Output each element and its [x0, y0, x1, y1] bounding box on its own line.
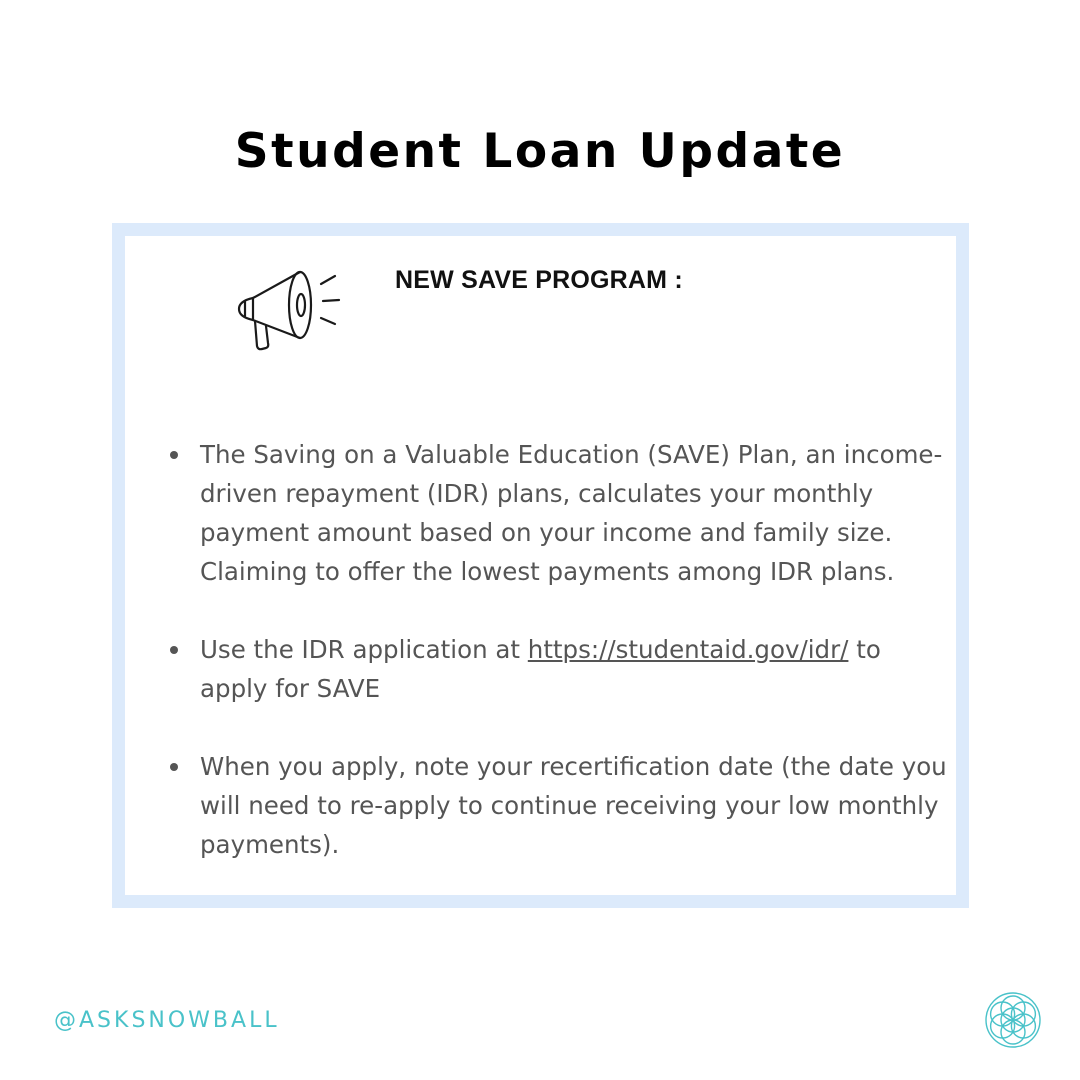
- social-handle: @ASKSNOWBALL: [54, 1008, 280, 1033]
- info-card: [112, 223, 969, 908]
- megaphone-icon: [225, 258, 345, 353]
- studentaid-link[interactable]: https://studentaid.gov/idr/: [527, 635, 849, 664]
- list-item: When you apply, note your recertification date (the date you will need to re-apply to continue receiving your low monthly payments).: [163, 747, 953, 864]
- bullet-list: [163, 435, 953, 903]
- flower-of-life-icon: [984, 991, 1042, 1049]
- list-item-text: Use the IDR application at: [200, 635, 528, 664]
- list-item: The Saving on a Valuable Education (SAVE) Plan, an income-driven repayment (IDR) plans, calculates your monthly payment amount based on your income and family size. Claiming to offer the lowest payments among IDR plans.: [163, 435, 953, 591]
- list-item-text: to apply for SAVE: [200, 635, 881, 703]
- page-title: Student Loan Update: [234, 124, 846, 179]
- list-item: [163, 630, 953, 708]
- section-heading: NEW SAVE PROGRAM :: [395, 266, 683, 294]
